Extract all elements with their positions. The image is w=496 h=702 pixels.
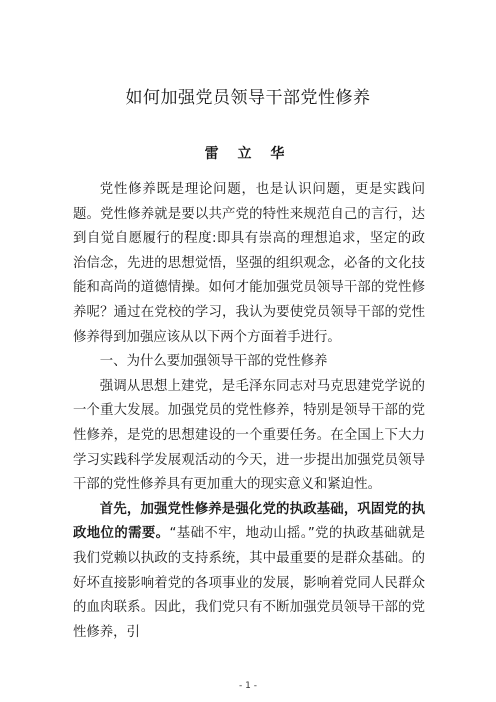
- section-heading: 一、为什么要加强领导干部的党性修养: [99, 354, 328, 370]
- document-title: 如何加强党员领导干部党性修养: [125, 88, 371, 108]
- document-body: [73, 178, 425, 645]
- author-name: 雷 立 华: [204, 146, 292, 162]
- paragraph-section-one: 强调从思想上建党，是毛泽东同志对马克思建党学说的一个重大发展。加强党员的党性修养，特别是领导干部的党性修养，是党的思想建设的一个重要任务。在全国上下大力学习实践科学发展观活动的今天，进一步提出加强党员领导干部的党性修养具有更加重大的现实意义和紧迫性。: [73, 378, 425, 493]
- page-number: - 1 -: [239, 681, 257, 691]
- first-point-lead: 首先，加强党性修养是强化党的执政基础，巩固党的执政地位的需要。: [73, 501, 425, 542]
- first-point-text: “基础不牢，地动山摇。”党的执政基础就是我们党赖以执政的支持系统，其中最重要的是群众基础。的好坏直接影响着党的各项事业的发展，影响着党同人民群众的血肉联系。因此，我们党只有不断加强党员领导干部的党性修养，引: [73, 526, 425, 640]
- paragraph-first-point: [73, 498, 425, 646]
- paragraph-intro: 党性修养既是理论问题，也是认识问题，更是实践问题。党性修养就是要以共产党的特性来规范自己的言行，达到自觉自愿履行的程度:即具有崇高的理想追求，坚定的政治信念，先进的思想觉悟，坚强的组织观念，必备的文化技能和高尚的道德情操。如何才能加强党员领导干部的党性修养呢？通过在党校的学习，我认为要使党员领导干部的党性修养得到加强应该从以下两个方面着手进行。: [73, 182, 425, 345]
